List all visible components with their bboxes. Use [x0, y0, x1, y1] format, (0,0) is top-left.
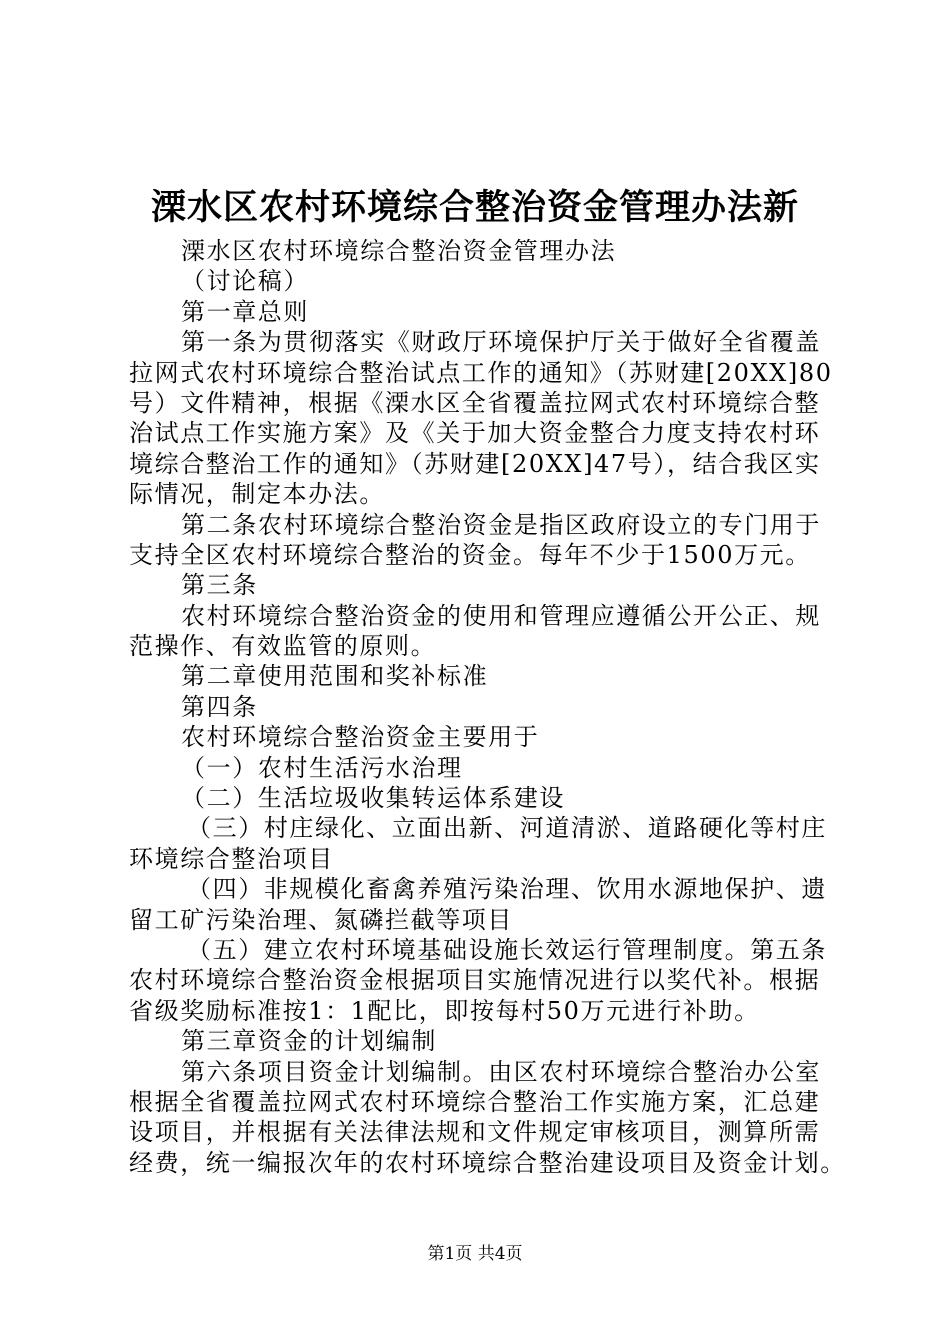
paragraph-line: 第二条农村环境综合整治资金是指区政府设立的专门用于	[181, 510, 821, 539]
article-heading: 第三条	[181, 571, 258, 600]
paragraph-line: 省级奖励标准按1：1配比，即按每村50万元进行补助。	[129, 996, 760, 1025]
list-item-continuation: 留工矿污染治理、氮磷拦截等项目	[129, 905, 513, 934]
draft-note-line: （讨论稿）	[181, 267, 309, 296]
paragraph-line: 范操作、有效监管的原则。	[129, 632, 437, 661]
list-item: （一）农村生活污水治理	[181, 753, 463, 782]
paragraph-line: 境综合整治工作的通知》（苏财建[20XX]47号），结合我区实	[129, 449, 821, 478]
chapter-heading: 第三章资金的计划编制	[181, 1027, 437, 1056]
paragraph-line: 农村环境综合整治资金根据项目实施情况进行以奖代补。根据	[129, 966, 821, 995]
document-title: 溧水区农村环境综合整治资金管理办法新	[150, 187, 799, 228]
paragraph-line: 农村环境综合整治资金的使用和管理应遵循公开公正、规	[181, 601, 821, 630]
paragraph-line: 支持全区农村环境综合整治的资金。每年不少于1500万元。	[129, 540, 811, 569]
subtitle-line: 溧水区农村环境综合整治资金管理办法	[181, 237, 617, 265]
paragraph-line: 第一条为贯彻落实《财政厅环境保护厅关于做好全省覆盖	[181, 328, 821, 357]
list-item: （三）村庄绿化、立面出新、河道清淤、道路硬化等村庄	[187, 814, 827, 843]
paragraph-line: 治试点工作实施方案》及《关于加大资金整合力度支持农村环	[129, 419, 821, 448]
paragraph-line: 农村环境综合整治资金主要用于	[181, 723, 540, 752]
document-body	[129, 236, 846, 1178]
paragraph-line: 第六条项目资金计划编制。由区农村环境综合整治办公室	[181, 1057, 821, 1086]
paragraph-line: 拉网式农村环境综合整治试点工作的通知》（苏财建[20XX]80	[129, 358, 833, 387]
chapter-heading: 第二章使用范围和奖补标准	[181, 662, 489, 691]
list-item: （五）建立农村环境基础设施长效运行管理制度。第五条	[187, 935, 827, 964]
paragraph-line: 号）文件精神，根据《溧水区全省覆盖拉网式农村环境综合整	[129, 388, 821, 417]
list-item: （四）非规模化畜禽养殖污染治理、饮用水源地保护、遗	[187, 875, 827, 904]
paragraph-line: 经费，统一编报次年的农村环境综合整治建设项目及资金计划。	[129, 1148, 846, 1177]
article-heading: 第四条	[181, 692, 258, 721]
paragraph-line: 设项目，并根据有关法律法规和文件规定审核项目，测算所需	[129, 1118, 821, 1147]
paragraph-line: 际情况，制定本办法。	[129, 480, 385, 509]
chapter-heading: 第一章总则	[181, 297, 309, 326]
page-footer: 第1页 共4页	[427, 1244, 523, 1264]
paragraph-line: 根据全省覆盖拉网式农村环境综合整治工作实施方案，汇总建	[129, 1087, 821, 1116]
list-item: （二）生活垃圾收集转运体系建设	[181, 784, 565, 813]
list-item-continuation: 环境综合整治项目	[129, 844, 334, 873]
